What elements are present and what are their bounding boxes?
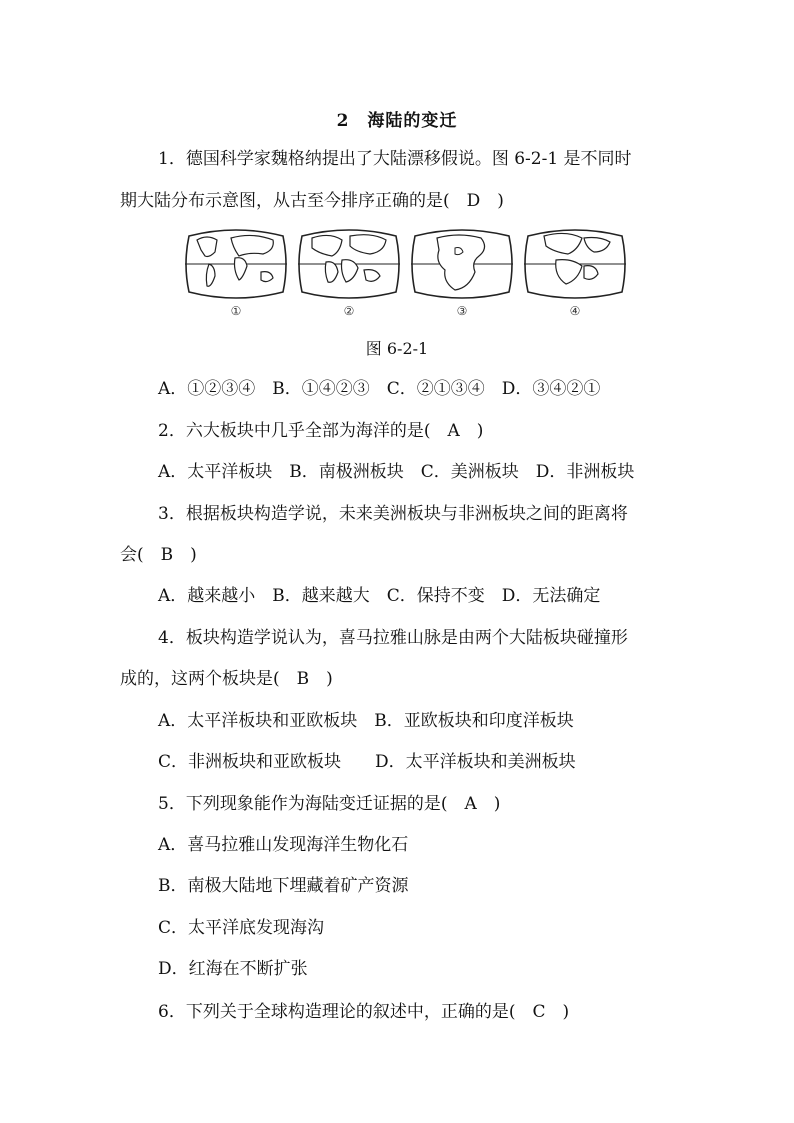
q5-stem: 5．下列现象能作为海陆变迁证据的是( A ) (158, 794, 501, 814)
globe-label-1: ① (230, 304, 242, 318)
world-map-stage-2-icon (296, 226, 402, 302)
q1-stem-line1: 1．德国科学家魏格纳提出了大陆漂移假说。图 6-2-1 是不同时 (158, 149, 632, 169)
q2-stem: 2．六大板块中几乎全部为海洋的是( A ) (158, 421, 484, 441)
q4-options-row2: C．非洲板块和亚欧板块 D．太平洋板块和美洲板块 (158, 752, 576, 772)
globe-map-1 (183, 226, 289, 322)
q3-stem-line2: 会( B ) (120, 545, 197, 565)
q2-options: A．太平洋板块 B．南极洲板块 C．美洲板块 D．非洲板块 (158, 462, 635, 482)
q6-stem: 6．下列关于全球构造理论的叙述中，正确的是( C ) (158, 1002, 570, 1022)
globe-label-2: ② (343, 304, 355, 318)
q4-stem-line1: 4．板块构造学说认为，喜马拉雅山脉是由两个大陆板块碰撞形 (158, 628, 628, 648)
continent-maps-figure (183, 226, 623, 322)
world-map-stage-4-icon (522, 226, 628, 302)
q3-options: A．越来越小 B．越来越大 C．保持不变 D．无法确定 (158, 586, 601, 606)
world-map-pangaea-icon (409, 226, 515, 302)
q1-options: A．①②③④ B．①④②③ C．②①③④ D．③④②① (158, 379, 601, 399)
section-title: 2 海陆的变迁 (336, 111, 458, 131)
figure-caption: 图 6-2-1 (365, 339, 429, 358)
globe-map-3 (409, 226, 515, 322)
q4-options-row1: A．太平洋板块和亚欧板块 B．亚欧板块和印度洋板块 (158, 711, 574, 731)
globe-label-3: ③ (456, 304, 468, 318)
globe-map-2 (296, 226, 402, 322)
q5-option-c: C．太平洋底发现海沟 (158, 918, 325, 938)
q5-option-d: D．红海在不断扩张 (158, 959, 308, 979)
q5-option-b: B．南极大陆地下埋藏着矿产资源 (158, 876, 409, 896)
q5-option-a: A．喜马拉雅山发现海洋生物化石 (158, 835, 409, 855)
q1-stem-line2: 期大陆分布示意图，从古至今排序正确的是( D ) (120, 191, 504, 211)
world-map-modern-icon (183, 226, 289, 302)
globe-label-4: ④ (569, 304, 581, 318)
q3-stem-line1: 3．根据板块构造学说，未来美洲板块与非洲板块之间的距离将 (158, 504, 628, 524)
globe-map-4 (522, 226, 628, 322)
q4-stem-line2: 成的，这两个板块是( B ) (120, 669, 333, 689)
